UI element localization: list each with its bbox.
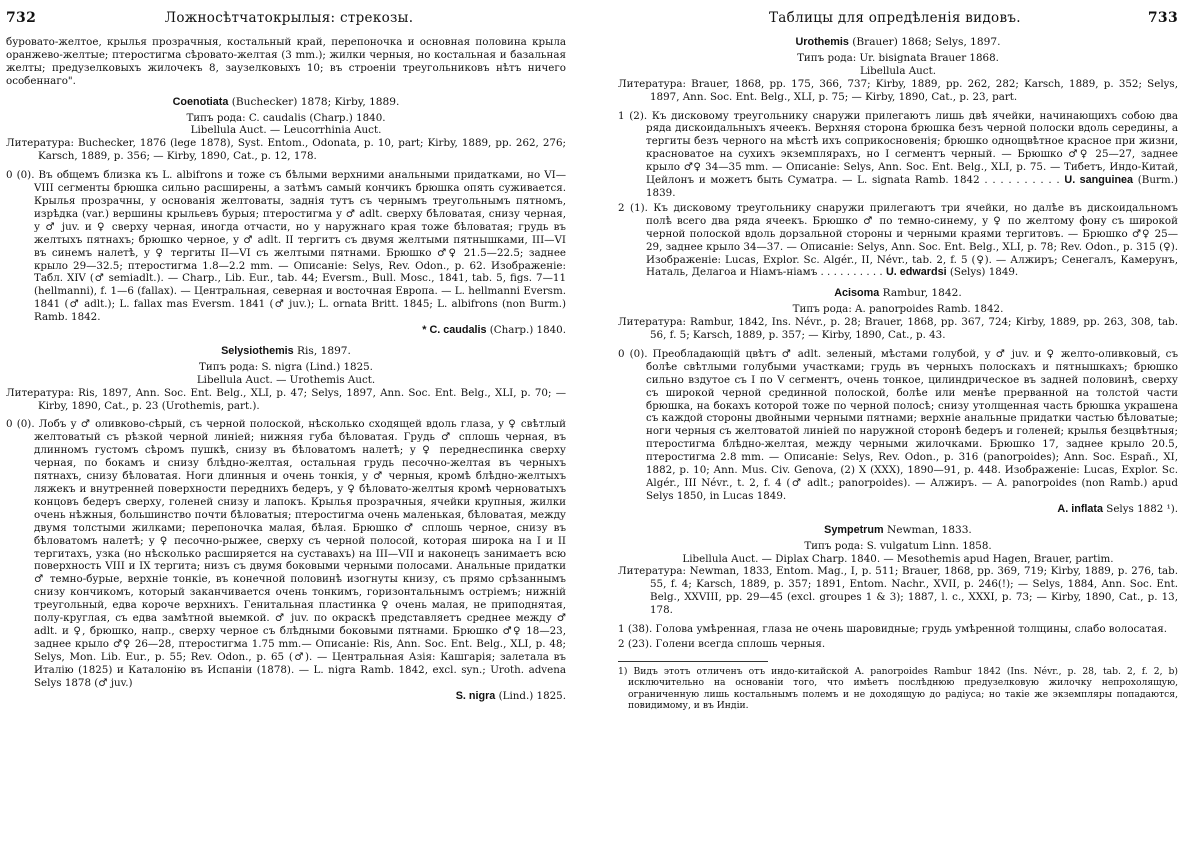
species-authority: Selys 1882 ¹). (1103, 502, 1178, 515)
literature-paragraph: Литература: Rambur, 1842, Ins. Névr., p. 28; Brauer, 1868, pp. 367, 724; Kirby, 1889, pp. 263, 308, tab. 56, f. 5; Karsch, 1889, p. 357; — Kirby, 1890, Cat., p. 43. (618, 316, 1178, 342)
species-binomial: U. sanguinea (1064, 174, 1134, 187)
page-body (618, 36, 1178, 712)
genus-heading (6, 345, 566, 358)
key-couplet (618, 110, 1178, 200)
species-authority: (Burm.) 1839. (646, 174, 1178, 199)
species-name (886, 266, 1018, 278)
species-binomial: U. edwardsi (885, 266, 947, 279)
genus-name: Selysiothemis (221, 344, 294, 357)
species-binomial: S. nigra (455, 689, 496, 702)
genus-name: Acisoma (834, 287, 880, 300)
genus-authority: Ris, 1897. (293, 344, 351, 357)
key-couplet: 2 (23). Голени всегда сплошь черныя. (618, 637, 826, 650)
synonym-line: Libellula Auct. — Urothemis Auct. (196, 373, 376, 386)
genus-name: Urothemis (795, 36, 849, 48)
literature-paragraph: Литература: Newman, 1833, Entom. Mag., I, p. 511; Brauer, 1868, pp. 369, 719; Kirby, 1889, p. 276, tab. 55, f. 4; Karsch, 1889, p. 357; 1891, Entom. Nachr., XVII, p. 246(!); — Selys, 1884, Ann. Soc. Ent. Belg., XXVIII, pp. 29—45 (excl. groupes 1 & 3); 1887, l. c., XXXI, p. 73; — Kirby, 1890, Cat., p. 13, 178. (618, 565, 1178, 617)
species-name (6, 690, 566, 703)
key-couplet-text: 1 (2). Къ дисковому треугольнику снаружи прилегаютъ лишь двѣ ячейки, начинающихъ собою два ряда дискоидальныхъ ячеекъ. Верхняя сторона брюшка безъ черной полоски вдоль середины, а тергиты безъ черного на мѣстѣ ихъ соприкосновенія; брюшко однощвѣтное красное при жизни, красноватое на сухихъ экземплярахъ, но I сегментъ черный. — Брюшко ♂♀ 25—27, заднее крыло ♂♀ 34—35 mm. — Описаніе: Selys, Ann. Soc. Ent. Belg., XLI, p. 75. — Тибетъ, Индо-Китай, Цейлонъ и можетъ быть Суматра. — L. signata Ramb. 1842 . . . . . . . . . . (618, 109, 1178, 187)
species-authority: (Selys) 1849. (946, 266, 1019, 279)
species-binomial: * C. caudalis (422, 324, 487, 337)
page-header (6, 10, 566, 36)
species-description: 0 (0). Лобъ у ♂ оливково-сѣрый, съ черной полоской, нѣсколько сходящей вдоль глаза, у ♀ свѣтлый желтоватый съ рѣзкой черной линіей; нижняя губа бѣловатая. Грудь ♂ сплошь черная, въ длинномъ густомъ сѣромъ пушкѣ, снизу въ бѣловатомъ налетѣ; у ♀ переднеспинка сверху черная, по бокамъ и снизу блѣдно-желтая, остальная грудь песочно-желтая въ черныхъ пятнахъ, снизу бѣловатая. Ноги длинныя и очень тонкія, у ♂ черныя, кромѣ блѣдно-желтыхъ ляжекъ и внутренней поверхности переднихъ бедеръ, у ♀ бѣловато-желтыя кромѣ черноватыхъ концовъ бедеръ сверху, голеней снизу и лапокъ. Крылья прозрачныя, ячейки крупныя, жилки очень нѣжныя, большинство почти бѣловатыя; птеростигма очень маленькая, бѣловатая, между двумя толстыми жилками; перепоночка малая, бѣлая. Брюшко ♂ сплошь черное, снизу въ бѣловатомъ налетѣ; у ♀ песочно-рыжее, сверху съ черной полосой, которая широка на I и II тергитахъ, узка (но нѣсколько расширяется на суставахъ) на III—VII и наконецъ занимаетъ всю поверхность VIII и IX тергита; низъ съ двумя боковыми черными полосами. Анальные придатки ♂ темно-бурые, верхніе тонкіе, въ конечной половинѣ изогнуты книзу, съ прямо срѣзаннымъ снизу кончикомъ, который заканчивается очень тонкимъ, горизонтальнымъ остріемъ; нижній треугольный, едва короче верхнихъ. Генитальная пластинка ♀ очень малая, не приподнятая, полу-круглая, съ едва замѣтной выемкой. ♂ juv. по окраскѣ представляетъ среднее между ♂ adlt. и ♀, брюшко, напр., сверху черное съ блѣдными боковыми пятнами. Брюшко ♂♀ 18—23, заднее крыло ♂♀ 26—28, птеростигма 1.75 mm.— Описаніе: Ris, Ann. Soc. Ent. Belg., XLI, p. 48; Selys, Mon. Lib. Eur., p. 55; Rev. Odon., p. 65 (♂). — Центральная Азія: Кашгарія; залетала въ Италію (1825) и Каталонію въ Испаніи (1878). — L. nigra Ramb. 1842, excl. syn.; Uroth. advena Selys 1878 (♂ juv.) (6, 418, 566, 689)
running-title: Таблицы для опредѣленія видовъ. (768, 10, 1021, 26)
genus-heading (618, 287, 1178, 300)
synonym-line: Libellula Auct. (860, 64, 936, 77)
page-header (618, 10, 1178, 36)
species-authority: (Charp.) 1840. (486, 324, 566, 337)
species-name (618, 503, 1178, 516)
species-name (6, 324, 566, 337)
type-line: Типъ рода: S. vulgatum Linn. 1858. (804, 539, 992, 552)
species-binomial: A. inflata (1057, 502, 1104, 515)
page-body (6, 36, 566, 702)
genus-heading (618, 36, 1178, 49)
literature-paragraph: Литература: Ris, 1897, Ann. Soc. Ent. Belg., XLI, p. 47; Selys, 1897, Ann. Soc. Ent. Belg., XLI, p. 70; — Kirby, 1890, Cat., p. 23 (Urothemis, part.). (6, 386, 566, 412)
literature-paragraph: Литература: Buchecker, 1876 (lege 1878), Syst. Entom., Odonata, p. 10, part; Kirby, 1889, pp. 262, 276; Karsch, 1889, p. 356; — Kirby, 1890, Cat., p. 12, 178. (6, 137, 566, 163)
key-couplet-text: 2 (1). Къ дисковому треугольнику снаружи прилегаютъ три ячейки, но далѣе въ дискоидальномъ полѣ всего два ряда ячеекъ. Брюшко ♂ по темно-синему, у ♀ по желтому фону съ широкой черной полоской вдоль дорзальной стороны и черными краями тергитовъ. — Брюшко ♂♀ 25—29, заднее крыло 34—37. — Описаніе: Selys, Ann. Soc. Ent. Belg., XLI, p. 78; Rev. Odon., p. 315 (♀). Изображеніе: Lucas, Explor. Sc. Algér., II, Névr., tab. 2, f. 5 (♀). — Алжиръ; Сенегалъ, Камерунъ, Наталь, Делагоа и Ніамъ-ніамъ . . . . . . . . . . (618, 201, 1178, 279)
footnote: 1) Видъ этотъ отличенъ отъ индо-китайской A. panorpoides Rambur 1842 (Ins. Névr., p. 28, tab. 2, f. 2, b) исключительно на основаніи того, что имѣетъ послѣднюю предузелковую жилочку непрохолящую, ограниченную лишь костальнымъ полемъ и не доходящую до радіуса; но такіе же экземпляры попадаются, повидимому, и въ Индіи. (618, 665, 1178, 712)
species-description: 0 (0). Преобладающій цвѣтъ ♂ adlt. зеленый, мѣстами голубой, у ♂ juv. и ♀ желто-оливковый, съ болѣе свѣтлыми голубыми участками; грудь въ черныхъ полоскахъ и пятнышкахъ; брюшко сильно вздутое съ I по V сегментъ, очень тонкое, цилиндрическое въ задней половинѣ, сверху съ широкой черной срединной полоской, болѣе или менѣе прерванной на толстой части брюшка, на бокахъ которой тоже по черной полосѣ; снизу утолщенная часть брюшка украшена съ каждой стороны двойными черными пятнами; верхніе анальные придатки частью бѣловатые; ноги черныя съ желтоватой линіей по наружной сторонѣ бедеръ и голеней; крылья безцвѣтныя; птеростигма блѣдно-желтая, между черными жилочками. Брюшко 17, заднее крыло 20.5, птеростигма 2.8 mm. — Описаніе: Selys, Rev. Odon., p. 316 (panorpoides); Ann. Soc. Españ., XI, 1882, p. 10; Ann. Mus. Civ. Genova, (2) X (XXX), 1890—91, p. 448. Изображеніе: Lucas, Explor. Sc. Algér., III Névr., t. 2, f. 4 (♂ adlt.; panorpoides). — Алжиръ. — A. panorpoides (non Ramb.) apud Selys 1850, in Lucas 1849. (618, 347, 1178, 502)
species-description: 0 (0). Въ общемъ близка къ L. albifrons и тоже съ бѣлыми верхними анальными придатками, но VI—VIII сегменты брюшка сильно расширены, а затѣмъ самый кончикъ брюшка опять суживается. Крылья прозрачны, у основанія желтоваты, заднія тутъ съ чернымъ треугольнымъ пятномъ, изрѣдка (var.) вершины крыльевъ бурыя; птеростигма у ♂ adlt. сверху бѣловатая, снизу черная, у ♂ juv. и ♀ сверху черная, иногда отчасти, но у наружнаго края тоже бѣловатая; грудь въ желтыхъ пятнахъ; брюшко черное, у ♂ adlt. II тергитъ съ двумя желтыми пятнышками, III—VI въ синемъ налетѣ, у ♀ тергиты II—VI съ желтыми пятнами. Брюшко ♂♀ 21.5—22.5; заднее крыло 29—32.5; птеростигма 1.8—2.2 mm. — Описаніе: Selys, Rev. Odon., p. 62. Изображеніе: Табл. XIV (♂ semiadlt.). — Charp., Lib. Eur., tab. 44; Eversm., Bull. Mosc., 1841, tab. 5, figs. 7—11 (hellmanni), f. 1—6 (fallax). — Центральная, северная и восточная Европа. — L. hellmanni Eversm. 1841 (♂ adlt.); L. fallax mas Eversm. 1841 (♂ juv.); L. ornata Britt. 1845; L. albifrons (non Burm.) Ramb. 1842. (6, 169, 566, 324)
genus-heading (6, 96, 566, 109)
genus-authority: Rambur, 1842. (879, 287, 962, 300)
type-line: Типъ рода: A. panorpoides Ramb. 1842. (792, 303, 1004, 316)
page-number: 733 (1147, 10, 1178, 26)
genus-authority: Newman, 1833. (883, 523, 972, 536)
type-line: Типъ рода: C. caudalis (Charp.) 1840. (186, 111, 386, 124)
type-line: Типъ рода: Ur. bisignata Brauer 1868. (797, 51, 999, 64)
key-couplet: 1 (38). Голова умѣренная, глаза не очень шаровидные; грудь умѣренной толщины, слабо волосатая. (618, 623, 1168, 636)
key-couplet (618, 202, 1178, 279)
type-line: Типъ рода: S. nigra (Lind.) 1825. (199, 360, 373, 373)
running-title: Ложносѣтчатокрылыя: стрекозы. (164, 10, 414, 26)
page-number: 732 (6, 10, 37, 26)
synonym-line: Libellula Auct. — Leucorrhinia Auct. (190, 124, 382, 137)
synonym-line: Libellula Auct. — Diplax Charp. 1840. — Mesothemis apud Hagen, Brauer, partim. (682, 552, 1114, 565)
genus-authority: (Brauer) 1868; Selys, 1897. (848, 36, 1001, 48)
continued-paragraph: буровато-желтое, крылья прозрачныя, костальный край, перепоночка и основная половина крыла оранжево-желтые; птеростигма сѣровато-желтая (3 mm.); жилки черныя, но костальная и базальная желты; предузелковыхъ жилочекъ 8, заузелковыхъ 10; въ строеніи треугольниковъ нѣтъ ничего особеннаго". (6, 36, 566, 87)
left-page (6, 10, 566, 855)
genus-authority: (Buchecker) 1878; Kirby, 1889. (228, 95, 400, 108)
genus-name: Coenotiata (172, 95, 229, 108)
genus-name: Sympetrum (824, 523, 884, 536)
species-authority: (Lind.) 1825. (495, 689, 566, 702)
right-page (618, 10, 1178, 855)
genus-heading (618, 524, 1178, 537)
footnote-rule (618, 661, 768, 662)
literature-paragraph: Литература: Brauer, 1868, pp. 175, 366, 737; Kirby, 1889, pp. 262, 282; Karsch, 1889, p. 352; Selys, 1897, Ann. Soc. Ent. Belg., XLI, p. 75; — Kirby, 1890, Cat., p. 23, part. (618, 77, 1178, 103)
